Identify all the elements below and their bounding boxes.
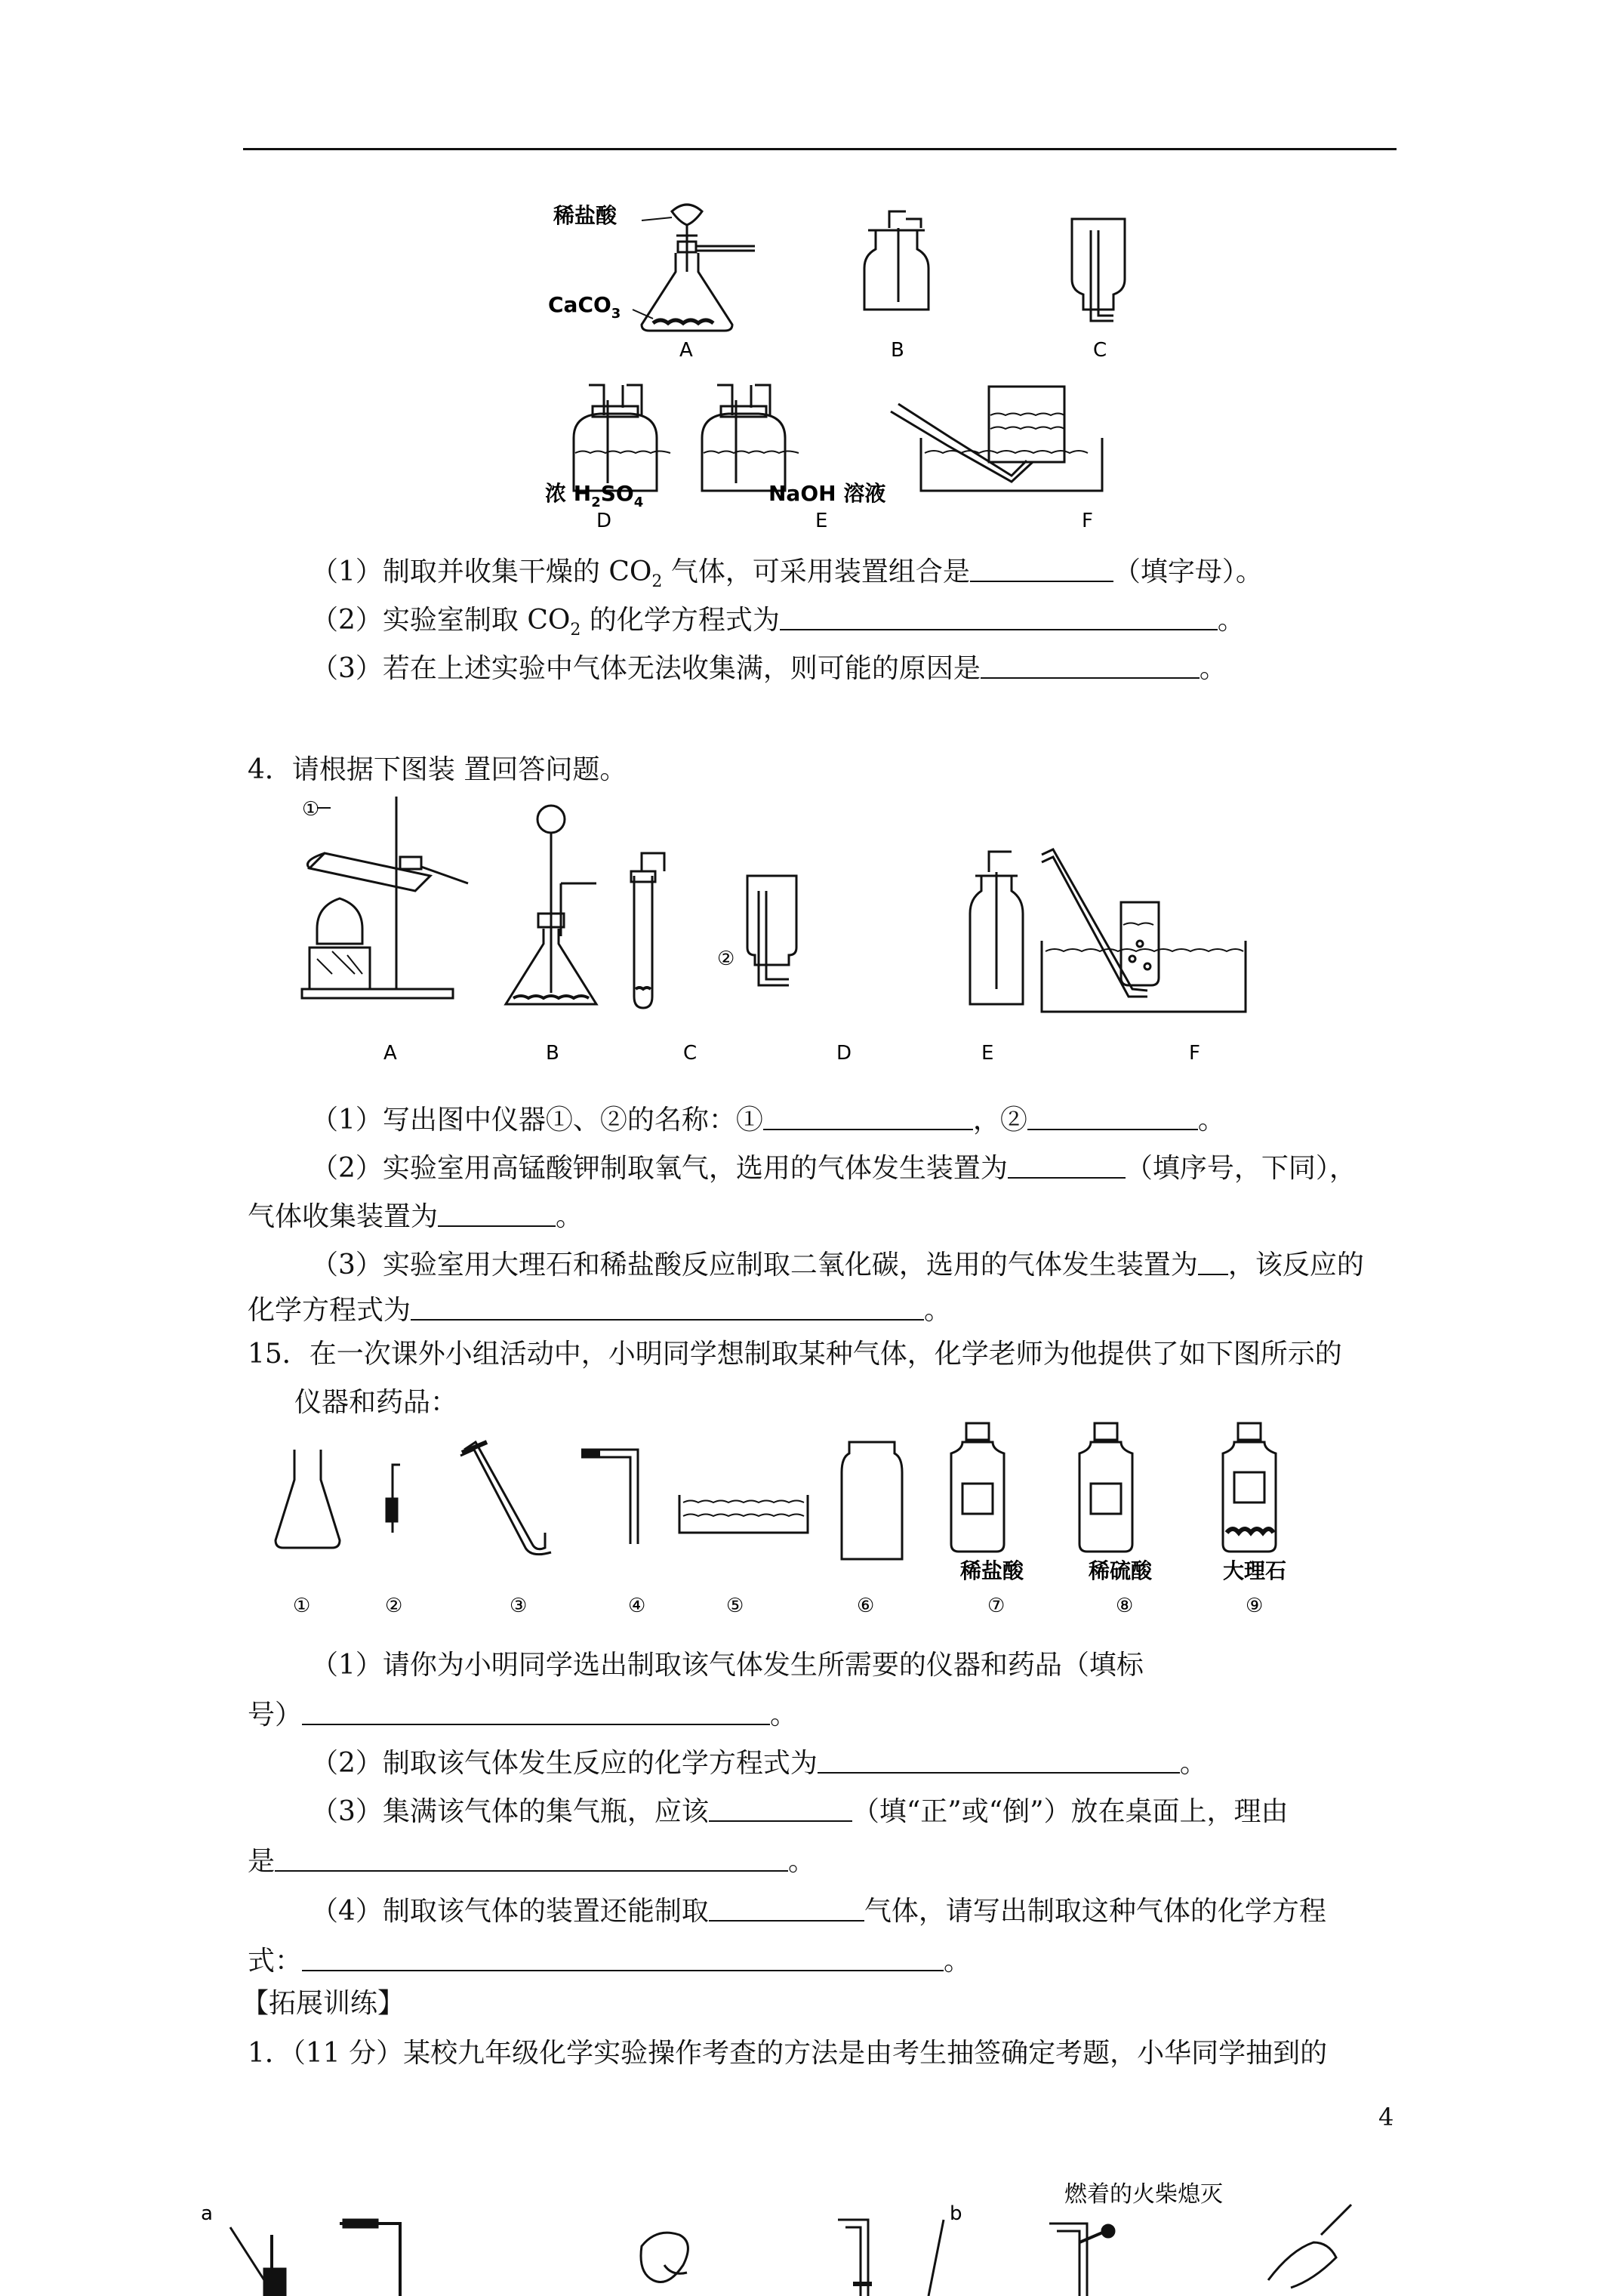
fig1-caco3-label: CaCO$_3$ [548, 292, 621, 322]
fig2-label-a: A [383, 1042, 397, 1065]
q15-part2: （2）制取该气体发生反应的化学方程式为 。 [311, 1748, 1207, 1779]
q4-part2: （2）实验室用高锰酸钾制取氧气，选用的气体发生装置为 （填序号，下同）， [311, 1153, 1357, 1184]
fig3-bottle-9 [1223, 1423, 1276, 1552]
q15-part1: （1）请你为小明同学选出制取该气体发生所需要的仪器和药品（填标 [311, 1650, 1144, 1681]
fig1-jar-c [1072, 219, 1125, 321]
q4-blank1[interactable] [763, 1105, 973, 1130]
q15-blank2[interactable] [818, 1748, 1180, 1774]
fig2-label-c: C [683, 1042, 698, 1065]
q3-part1: （1）制取并收集干燥的 $CO_2$ 气体，可采用装置组合是 （填字母）。 [311, 556, 1263, 592]
fig1-trough-f [891, 387, 1102, 491]
fig1-bottle-e [702, 385, 799, 491]
q15-part4-cont: 式： 。 [248, 1946, 972, 1977]
extension-q1: 1．（11 分）某校九年级化学实验操作考查的方法是由考生抽签确定考题，小华同学抽到的 [248, 2038, 1328, 2069]
fig2-label-d: D [836, 1042, 852, 1065]
q15-blank5[interactable] [709, 1896, 864, 1922]
q4-title: 4．请根据下图装 置回答问题。 [248, 754, 627, 785]
q15-blank3[interactable] [709, 1796, 852, 1822]
q4-blank5[interactable] [1198, 1250, 1228, 1275]
fig3-num-4: ④ [628, 1595, 646, 1617]
fig3-num-1: ① [293, 1595, 311, 1617]
q15-part3-cont: 是 。 [248, 1846, 816, 1877]
q4-part1: （1）写出图中仪器①、②的名称：① ，② 。 [311, 1105, 1225, 1136]
q3-part3: （3）若在上述实验中气体无法收集满，则可能的原因是 。 [311, 653, 1227, 684]
fig1-jar-b [864, 211, 929, 310]
fig2-mark-1: ① [302, 798, 320, 821]
fig3-stopper [387, 1465, 400, 1533]
q4-blank3[interactable] [1008, 1153, 1126, 1179]
fig2-mark-2: ② [717, 948, 735, 970]
q4-blank6[interactable] [411, 1295, 924, 1321]
fig2-trough-f [1042, 849, 1246, 1012]
bottom-label-a: a [201, 2202, 213, 2225]
fig1-label-b: B [891, 339, 904, 362]
fig1-label-f: F [1082, 510, 1093, 532]
fig3-num-9: ⑨ [1246, 1595, 1264, 1617]
fig1-label-a: A [679, 339, 693, 362]
fig3-trough [679, 1495, 808, 1533]
q4-part3: （3）实验室用大理石和稀盐酸反应制取二氧化碳，选用的气体发生装置为 ，该反应的 [311, 1250, 1364, 1281]
fig3-long-tube [460, 1442, 551, 1555]
header-rule [243, 148, 1397, 150]
q15-part3: （3）集满该气体的集气瓶，应该 （填“正”或“倒”）放在桌面上，理由 [311, 1796, 1289, 1827]
page-number: 4 [1378, 2103, 1394, 2131]
fig2-flask-b [506, 806, 596, 1004]
q15-part4: （4）制取该气体的装置还能制取 气体，请写出制取这种气体的化学方程 [311, 1896, 1326, 1927]
q4-part3-cont: 化学方程式为 。 [248, 1295, 952, 1326]
fig3-num-8: ⑧ [1116, 1595, 1134, 1617]
fig3-num-3: ③ [510, 1595, 528, 1617]
fig3-apparatus [264, 1419, 1321, 1623]
fig3-bottle-7 [951, 1423, 1004, 1552]
fig1-d-reagent: 浓 $H_2SO_4$ [545, 481, 644, 510]
q4-blank4[interactable] [438, 1201, 556, 1227]
fig3-num-7: ⑦ [987, 1595, 1006, 1617]
bottom-label-b: b [950, 2202, 962, 2225]
fig1-flask-a [633, 205, 755, 331]
fig3-bottle-8 [1079, 1423, 1132, 1552]
q15-blank6[interactable] [302, 1946, 944, 1971]
q15-title-cont: 仪器和药品： [294, 1387, 458, 1418]
q4-part2-cont: 气体收集装置为 。 [248, 1201, 584, 1232]
fig3-angle-tube [581, 1450, 638, 1544]
fig1-e-reagent: NaOH 溶液 [768, 481, 886, 506]
fig1-apparatus [528, 189, 1208, 536]
fig3-num-2: ② [385, 1595, 403, 1617]
fig1-bottle-d [574, 385, 670, 491]
q4-blank2[interactable] [1027, 1105, 1198, 1130]
bottom-caption: 燃着的火柴熄灭 [1064, 2181, 1223, 2208]
bottom-figures [189, 2181, 1472, 2296]
fig3-bottle-9-label: 大理石 [1223, 1558, 1287, 1583]
q15-part1-cont: 号） 。 [248, 1700, 798, 1730]
q3-part2: （2）实验室制取 $CO_2$ 的化学方程式为 。 [311, 605, 1245, 640]
fig2-label-f: F [1189, 1042, 1200, 1065]
fig3-num-6: ⑥ [857, 1595, 875, 1617]
extension-heading: 【拓展训练】 [242, 1988, 405, 2019]
fig3-gas-jar [842, 1442, 902, 1559]
q3-blank2[interactable] [780, 605, 1218, 630]
q15-title: 15．在一次课外小组活动中，小明同学想制取某种气体，化学老师为他提供了如下图所示的 [248, 1339, 1342, 1370]
fig3-bottle-8-label: 稀硫酸 [1089, 1558, 1153, 1583]
fig1-label-e: E [815, 510, 828, 532]
fig2-jar-d [747, 876, 796, 985]
q15-blank4[interactable] [275, 1846, 788, 1872]
fig1-acid-label: 稀盐酸 [553, 203, 617, 228]
fig3-flask [276, 1450, 340, 1548]
fig2-jar-e [970, 852, 1023, 1004]
fig1-label-d: D [596, 510, 612, 532]
fig2-tube-c [631, 853, 664, 1008]
fig1-label-c: C [1093, 339, 1107, 362]
fig2-apparatus [287, 793, 1434, 1072]
q15-blank1[interactable] [302, 1700, 770, 1725]
fig2-stand-a [302, 797, 468, 998]
fig2-label-b: B [546, 1042, 559, 1065]
fig3-bottle-7-label: 稀盐酸 [960, 1558, 1024, 1583]
q3-blank3[interactable] [981, 653, 1200, 679]
fig2-label-e: E [981, 1042, 994, 1065]
fig3-num-5: ⑤ [726, 1595, 744, 1617]
q3-blank1[interactable] [970, 556, 1113, 582]
